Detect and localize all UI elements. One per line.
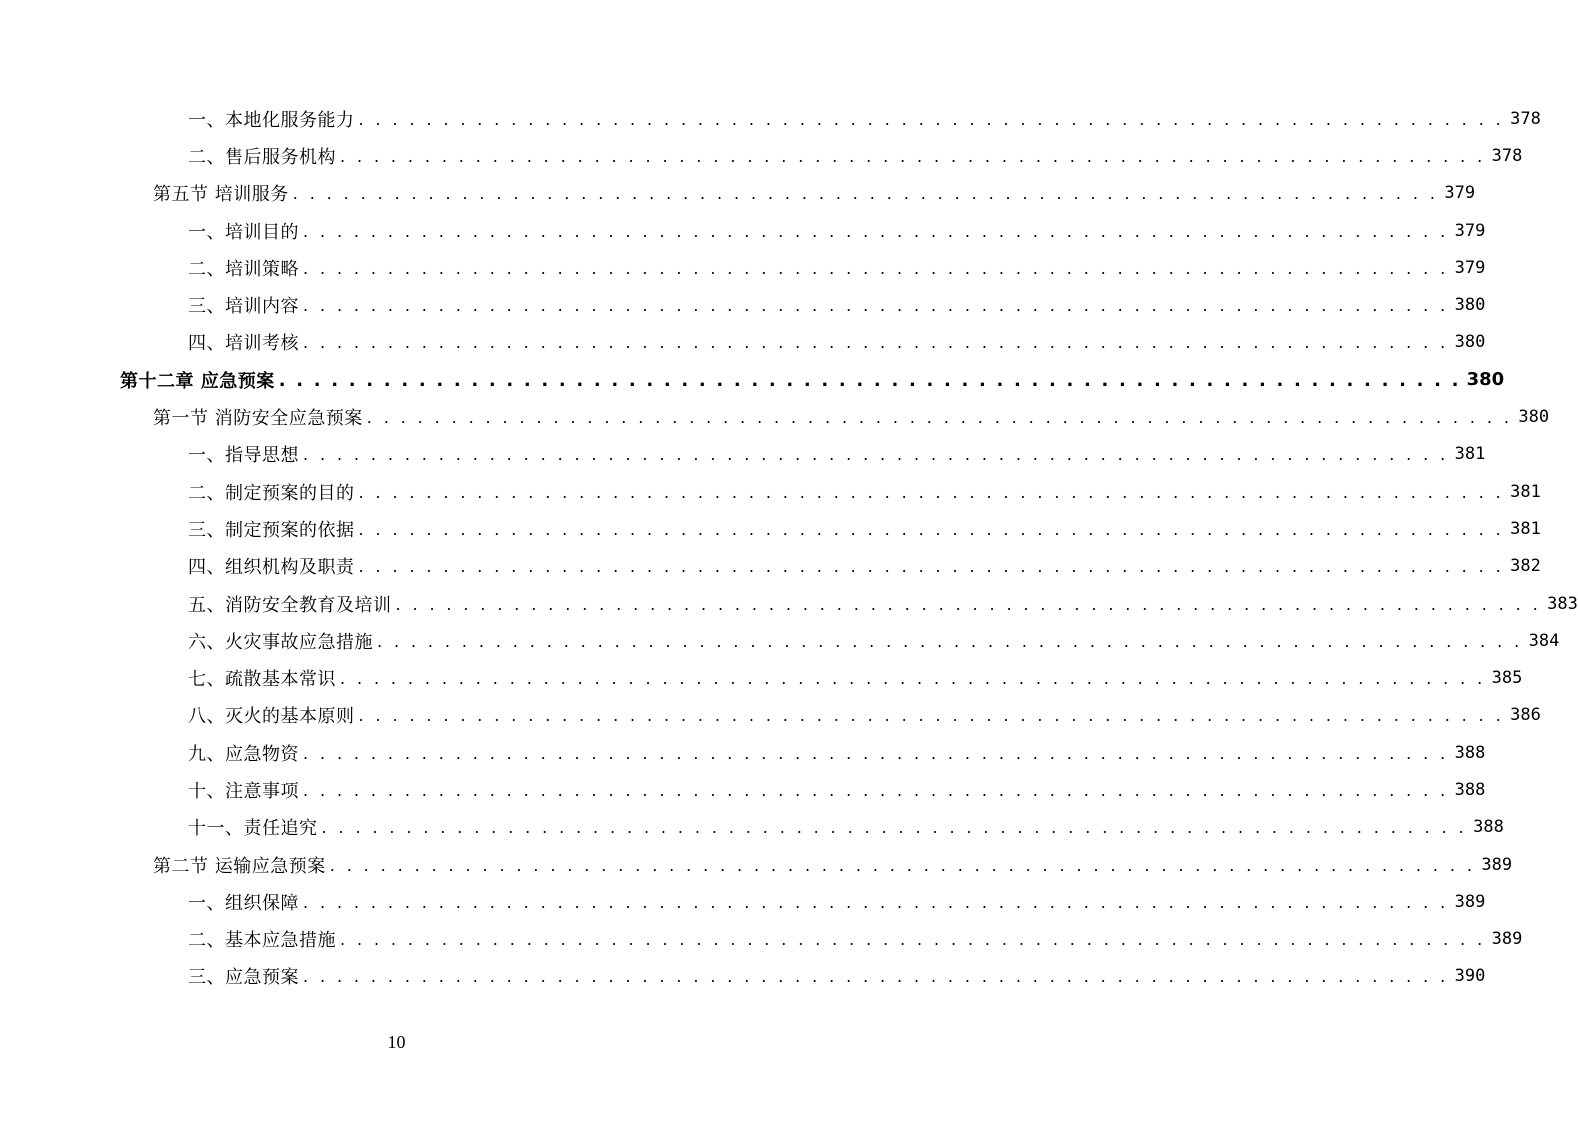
toc-entry-title: 二、售后服务机构 bbox=[188, 146, 336, 168]
dot-leader: . . . . . . . . . . . . . . . . . . . . . . . . . . . . . . . . . . . . . . . . . . . . . . . . . . . . . . . . . . . . . . . . . . . . bbox=[340, 669, 1486, 689]
toc-entry-title: 第一节 消防安全应急预案 bbox=[153, 408, 363, 430]
toc-item-entry[interactable] bbox=[120, 548, 1541, 585]
toc-entry-page: 388 bbox=[1454, 779, 1486, 800]
toc-entry-page: 390 bbox=[1454, 966, 1486, 987]
toc-item-entry[interactable] bbox=[120, 286, 1486, 323]
toc-entry-title: 二、培训策略 bbox=[188, 258, 299, 280]
toc-entry-page: 378 bbox=[1510, 108, 1541, 129]
dot-leader: . . . . . . . . . . . . . . . . . . . . . . . . . . . . . . . . . . . . . . . . . . . . . . . . . . . . . . . . . . . . . . . . . . . . bbox=[278, 369, 1461, 391]
toc-entry-title: 一、组织保障 bbox=[188, 892, 299, 914]
dot-leader: . . . . . . . . . . . . . . . . . . . . . . . . . . . . . . . . . . . . . . . . . . . . . . . . . . . . . . . . . . . . . . . . . . . . bbox=[292, 184, 1439, 204]
toc-item-entry[interactable] bbox=[120, 249, 1486, 286]
toc-entry-page: 389 bbox=[1491, 929, 1523, 950]
toc-entry-title: 一、本地化服务能力 bbox=[188, 109, 355, 131]
toc-entry-page: 380 bbox=[1454, 332, 1486, 353]
toc-item-entry[interactable] bbox=[120, 100, 1541, 137]
toc-entry-title: 第十二章 应急预案 bbox=[120, 370, 275, 392]
toc-item-entry[interactable] bbox=[120, 958, 1486, 995]
table-of-contents bbox=[120, 100, 1578, 995]
dot-leader: . . . . . . . . . . . . . . . . . . . . . . . . . . . . . . . . . . . . . . . . . . . . . . . . . . . . . . . . . . . . . . . . . . . . bbox=[377, 631, 1523, 651]
toc-item-entry[interactable] bbox=[120, 622, 1560, 659]
dot-leader: . . . . . . . . . . . . . . . . . . . . . . . . . . . . . . . . . . . . . . . . . . . . . . . . . . . . . . . . . . . . . . . . . . . . bbox=[303, 892, 1449, 912]
toc-item-entry[interactable] bbox=[120, 697, 1541, 734]
toc-entry-page: 381 bbox=[1510, 481, 1541, 502]
toc-entry-page: 380 bbox=[1454, 295, 1486, 316]
dot-leader: . . . . . . . . . . . . . . . . . . . . . . . . . . . . . . . . . . . . . . . . . . . . . . . . . . . . . . . . . . . . . . . . . . . . bbox=[358, 706, 1505, 726]
toc-entry-title: 二、制定预案的目的 bbox=[188, 482, 355, 504]
toc-entry-page: 378 bbox=[1491, 145, 1523, 166]
toc-entry-page: 382 bbox=[1510, 556, 1541, 577]
toc-item-entry[interactable] bbox=[120, 324, 1486, 361]
toc-entry-title: 一、培训目的 bbox=[188, 221, 299, 243]
dot-leader: . . . . . . . . . . . . . . . . . . . . . . . . . . . . . . . . . . . . . . . . . . . . . . . . . . . . . . . . . . . . . . . . . . . . bbox=[303, 258, 1449, 278]
toc-entry-title: 八、灭火的基本原则 bbox=[188, 706, 355, 728]
dot-leader: . . . . . . . . . . . . . . . . . . . . . . . . . . . . . . . . . . . . . . . . . . . . . . . . . . . . . . . . . . . . . . . . . . . . bbox=[358, 557, 1505, 577]
toc-entry-title: 十一、责任追究 bbox=[188, 818, 318, 840]
toc-item-entry[interactable] bbox=[120, 585, 1578, 622]
dot-leader: . . . . . . . . . . . . . . . . . . . . . . . . . . . . . . . . . . . . . . . . . . . . . . . . . . . . . . . . . . . . . . . . . . . . bbox=[303, 445, 1449, 465]
toc-entry-page: 389 bbox=[1481, 854, 1513, 875]
toc-entry-page: 385 bbox=[1491, 668, 1523, 689]
toc-entry-title: 四、组织机构及职责 bbox=[188, 557, 355, 579]
dot-leader: . . . . . . . . . . . . . . . . . . . . . . . . . . . . . . . . . . . . . . . . . . . . . . . . . . . . . . . . . . . . . . . . . . . . bbox=[303, 296, 1449, 316]
toc-item-entry[interactable] bbox=[120, 809, 1504, 846]
dot-leader: . . . . . . . . . . . . . . . . . . . . . . . . . . . . . . . . . . . . . . . . . . . . . . . . . . . . . . . . . . . . . . . . . . . . bbox=[329, 855, 1476, 875]
dot-leader: . . . . . . . . . . . . . . . . . . . . . . . . . . . . . . . . . . . . . . . . . . . . . . . . . . . . . . . . . . . . . . . . . . . . bbox=[303, 221, 1449, 241]
dot-leader: . . . . . . . . . . . . . . . . . . . . . . . . . . . . . . . . . . . . . . . . . . . . . . . . . . . . . . . . . . . . . . . . . . . . bbox=[358, 109, 1505, 129]
toc-entry-page: 386 bbox=[1510, 705, 1541, 726]
toc-entry-page: 381 bbox=[1510, 518, 1541, 539]
toc-entry-title: 三、培训内容 bbox=[188, 296, 299, 318]
toc-entry-page: 379 bbox=[1454, 257, 1486, 278]
toc-entry-page: 379 bbox=[1444, 183, 1476, 204]
toc-entry-page: 383 bbox=[1547, 593, 1578, 614]
toc-entry-page: 381 bbox=[1454, 444, 1486, 465]
page-number: 10 bbox=[387, 1032, 406, 1052]
toc-chapter-entry[interactable] bbox=[120, 361, 1505, 398]
dot-leader: . . . . . . . . . . . . . . . . . . . . . . . . . . . . . . . . . . . . . . . . . . . . . . . . . . . . . . . . . . . . . . . . . . . . bbox=[340, 146, 1486, 166]
toc-entry-title: 三、应急预案 bbox=[188, 967, 299, 989]
toc-section-entry[interactable] bbox=[120, 846, 1513, 883]
toc-entry-title: 二、基本应急措施 bbox=[188, 930, 336, 952]
toc-item-entry[interactable] bbox=[120, 473, 1541, 510]
toc-entry-page: 388 bbox=[1454, 742, 1486, 763]
toc-entry-page: 379 bbox=[1454, 220, 1486, 241]
toc-entry-title: 第二节 运输应急预案 bbox=[153, 855, 326, 877]
toc-item-entry[interactable] bbox=[120, 921, 1523, 958]
toc-entry-title: 五、消防安全教育及培训 bbox=[188, 594, 392, 616]
toc-item-entry[interactable] bbox=[120, 137, 1523, 174]
toc-entry-title: 六、火灾事故应急措施 bbox=[188, 631, 373, 653]
dot-leader: . . . . . . . . . . . . . . . . . . . . . . . . . . . . . . . . . . . . . . . . . . . . . . . . . . . . . . . . . . . . . . . . . . . . bbox=[340, 930, 1486, 950]
toc-section-entry[interactable] bbox=[120, 175, 1476, 212]
toc-item-entry[interactable] bbox=[120, 510, 1541, 547]
toc-entry-title: 第五节 培训服务 bbox=[153, 184, 289, 206]
toc-entry-page: 380 bbox=[1466, 369, 1505, 391]
dot-leader: . . . . . . . . . . . . . . . . . . . . . . . . . . . . . . . . . . . . . . . . . . . . . . . . . . . . . . . . . . . . . . . . . . . . bbox=[303, 780, 1449, 800]
toc-entry-title: 一、指导思想 bbox=[188, 445, 299, 467]
dot-leader: . . . . . . . . . . . . . . . . . . . . . . . . . . . . . . . . . . . . . . . . . . . . . . . . . . . . . . . . . . . . . . . . . . . . bbox=[358, 519, 1505, 539]
dot-leader: . . . . . . . . . . . . . . . . . . . . . . . . . . . . . . . . . . . . . . . . . . . . . . . . . . . . . . . . . . . . . . . . . . . . bbox=[303, 333, 1449, 353]
toc-entry-page: 389 bbox=[1454, 891, 1486, 912]
toc-entry-page: 388 bbox=[1473, 817, 1504, 838]
toc-entry-title: 四、培训考核 bbox=[188, 333, 299, 355]
toc-item-entry[interactable] bbox=[120, 734, 1486, 771]
dot-leader: . . . . . . . . . . . . . . . . . . . . . . . . . . . . . . . . . . . . . . . . . . . . . . . . . . . . . . . . . . . . . . . . . . . . bbox=[358, 482, 1505, 502]
toc-entry-title: 七、疏散基本常识 bbox=[188, 669, 336, 691]
toc-item-entry[interactable] bbox=[120, 436, 1486, 473]
toc-entry-title: 九、应急物资 bbox=[188, 743, 299, 765]
toc-entry-title: 十、注意事项 bbox=[188, 780, 299, 802]
dot-leader: . . . . . . . . . . . . . . . . . . . . . . . . . . . . . . . . . . . . . . . . . . . . . . . . . . . . . . . . . . . . . . . . . . . . bbox=[321, 818, 1468, 838]
dot-leader: . . . . . . . . . . . . . . . . . . . . . . . . . . . . . . . . . . . . . . . . . . . . . . . . . . . . . . . . . . . . . . . . . . . . bbox=[395, 594, 1542, 614]
toc-entry-page: 384 bbox=[1528, 630, 1560, 651]
dot-leader: . . . . . . . . . . . . . . . . . . . . . . . . . . . . . . . . . . . . . . . . . . . . . . . . . . . . . . . . . . . . . . . . . . . . bbox=[303, 967, 1449, 987]
dot-leader: . . . . . . . . . . . . . . . . . . . . . . . . . . . . . . . . . . . . . . . . . . . . . . . . . . . . . . . . . . . . . . . . . . . . bbox=[366, 408, 1513, 428]
toc-item-entry[interactable] bbox=[120, 771, 1486, 808]
toc-entry-title: 三、制定预案的依据 bbox=[188, 519, 355, 541]
dot-leader: . . . . . . . . . . . . . . . . . . . . . . . . . . . . . . . . . . . . . . . . . . . . . . . . . . . . . . . . . . . . . . . . . . . . bbox=[303, 743, 1449, 763]
toc-entry-page: 380 bbox=[1518, 407, 1550, 428]
toc-item-entry[interactable] bbox=[120, 659, 1523, 696]
toc-item-entry[interactable] bbox=[120, 883, 1486, 920]
toc-section-entry[interactable] bbox=[120, 398, 1550, 435]
toc-item-entry[interactable] bbox=[120, 212, 1486, 249]
